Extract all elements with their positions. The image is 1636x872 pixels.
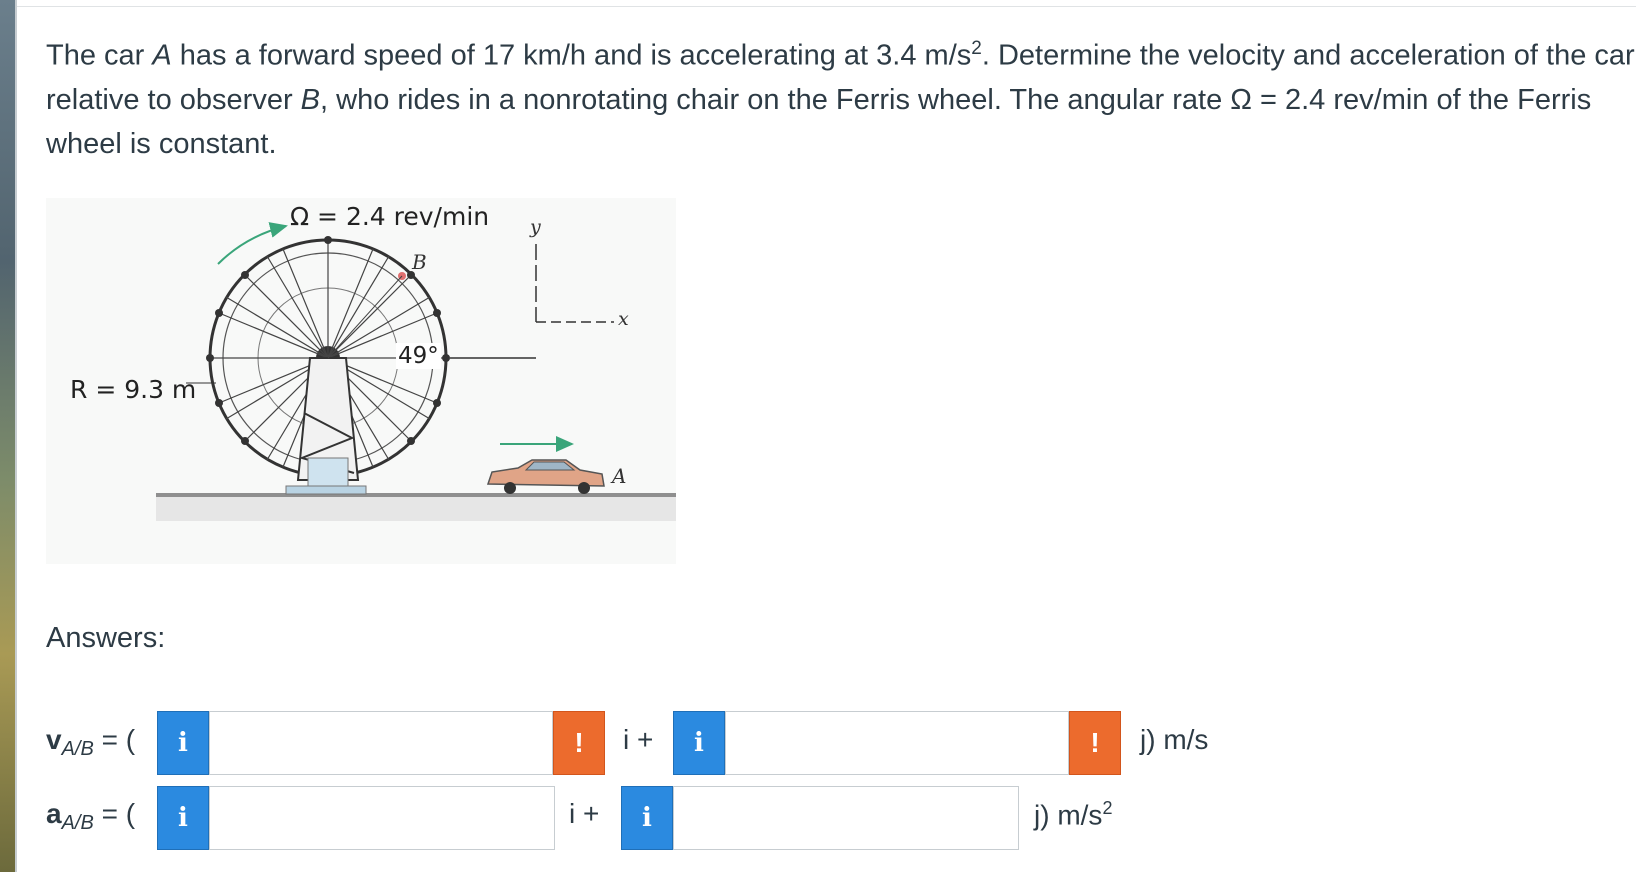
velocity-j-unit: j) m/s: [1140, 724, 1209, 755]
ground-shadow: [156, 495, 676, 521]
velocity-label: $v_{A/B}$ = (: [46, 724, 136, 760]
y-axis-label: y: [530, 216, 541, 238]
ground-line: [156, 493, 676, 497]
background-strip: [0, 0, 15, 872]
angle-label: 49°: [398, 343, 439, 369]
velocity-i-unit: i +: [623, 724, 654, 755]
point-b-label: B: [412, 250, 427, 274]
velocity-j-info-icon[interactable]: i: [673, 711, 725, 775]
velocity-j-input[interactable]: [725, 711, 1069, 775]
velocity-j-warning-icon[interactable]: !: [1069, 711, 1121, 775]
ferris-wheel-figure: [46, 198, 676, 564]
acceleration-j-input[interactable]: [673, 786, 1019, 850]
acceleration-i-info-icon[interactable]: i: [157, 786, 209, 850]
acceleration-i-input[interactable]: [209, 786, 555, 850]
acceleration-i-unit: i +: [569, 798, 600, 829]
velocity-i-info-icon[interactable]: i: [157, 711, 209, 775]
omega-label: Ω = 2.4 rev/min: [290, 202, 490, 231]
velocity-i-input[interactable]: [209, 711, 553, 775]
answers-heading: Answers:: [46, 622, 166, 654]
acceleration-label: $a_{A/B}$ = (: [46, 798, 136, 834]
acceleration-j-info-icon[interactable]: i: [621, 786, 673, 850]
content-border: [15, 0, 17, 872]
acceleration-j-unit: j) $m/s^2$: [1034, 798, 1113, 831]
top-divider: [17, 6, 1636, 7]
x-axis-label: x: [618, 308, 629, 330]
radius-label: R = 9.3 m: [70, 375, 197, 404]
problem-statement: The car A has a forward speed of 17 km/h and is accelerating at 3.4 $m/s^2$. Determine the velocity and acceleration of the car relative to observer B, who rides in a nonrotating chair on the Ferris wheel. The angular rate Ω = 2.4 rev/min of the Ferris wheel is constant.: [46, 38, 1635, 160]
velocity-i-warning-icon[interactable]: !: [553, 711, 605, 775]
car-a-label: A: [612, 464, 627, 488]
